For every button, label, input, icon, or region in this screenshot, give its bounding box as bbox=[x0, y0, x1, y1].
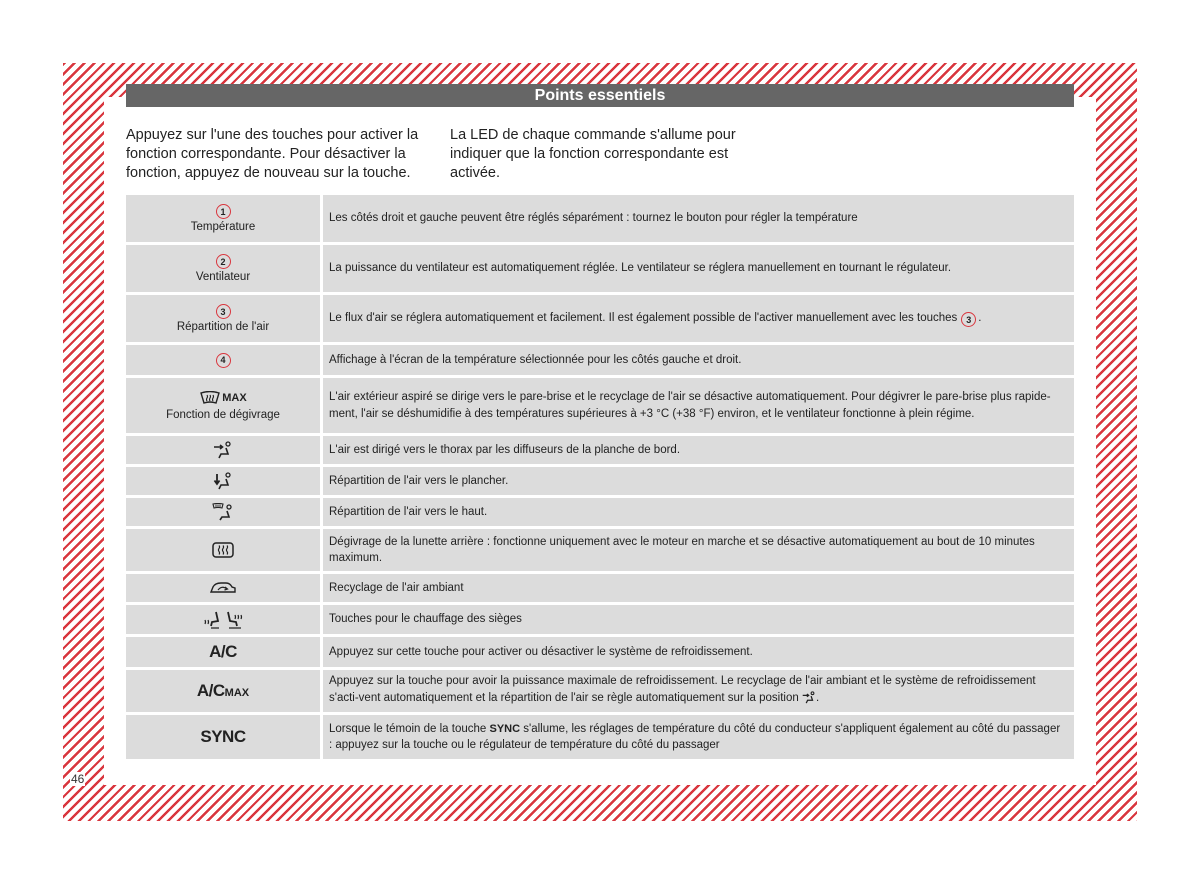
callout-number: 2 bbox=[216, 254, 231, 269]
table-row bbox=[126, 670, 1074, 712]
page-number: 46 bbox=[71, 772, 85, 786]
control-cell bbox=[126, 498, 320, 526]
ac-key-label: A/C bbox=[209, 642, 237, 661]
airflow-chest-icon bbox=[802, 691, 816, 710]
description-text: Appuyez sur cette touche pour activer ou désactiver le système de refroidissement. bbox=[329, 645, 753, 658]
description-text: Recyclage de l'air ambiant bbox=[329, 581, 464, 594]
description-cell bbox=[323, 436, 1074, 464]
description-cell bbox=[323, 245, 1074, 292]
description-cell bbox=[323, 498, 1074, 526]
rear-window-defrost-icon bbox=[212, 542, 234, 558]
table-row bbox=[126, 345, 1074, 375]
description-text: L'air extérieur aspiré se dirige vers le pare-brise et le recyclage de l'air se désactive automatiquement. Pour dégivrer le pare-brise plus rapide-ment, l'air se déshumidifie à des températures supérieures à +3 °C (+38 °F) environ, et le ventilateur fonctionne à plein régime. bbox=[329, 391, 1051, 420]
airflow-floor-icon bbox=[213, 472, 233, 490]
table-row bbox=[126, 295, 1074, 342]
callout-number: 3 bbox=[216, 304, 231, 319]
description-text: L'air est dirigé vers le thorax par les diffuseurs de la planche de bord. bbox=[329, 443, 681, 456]
seat-heating-icon bbox=[203, 611, 243, 629]
description-cell bbox=[323, 467, 1074, 495]
table-row bbox=[126, 436, 1074, 464]
windshield-defrost-icon bbox=[199, 391, 221, 405]
control-cell bbox=[126, 345, 320, 375]
control-label: Température bbox=[190, 221, 256, 233]
table-row bbox=[126, 378, 1074, 433]
ac-max-suffix: MAX bbox=[224, 687, 250, 699]
control-label: Répartition de l'air bbox=[176, 321, 270, 333]
controls-table bbox=[126, 195, 1074, 762]
control-cell bbox=[126, 574, 320, 602]
description-text: Le flux d'air se réglera automatiquement et facilement. Il est également possible de l'activer manuellement avec les touches bbox=[329, 311, 958, 324]
table-row bbox=[126, 245, 1074, 292]
description-cell bbox=[323, 574, 1074, 602]
description-text: Affichage à l'écran de la température sélectionnée pour les côtés gauche et droit. bbox=[329, 353, 742, 366]
section-title: Points essentiels bbox=[126, 84, 1074, 107]
table-row bbox=[126, 195, 1074, 242]
callout-number: 1 bbox=[216, 204, 231, 219]
description-text-end: . bbox=[815, 691, 820, 704]
control-cell bbox=[126, 295, 320, 342]
description-cell bbox=[323, 637, 1074, 667]
control-cell bbox=[126, 605, 320, 634]
description-cell bbox=[323, 345, 1074, 375]
airflow-windshield-icon bbox=[212, 503, 234, 521]
inline-sync-label: SYNC bbox=[489, 722, 521, 735]
max-label: MAX bbox=[222, 391, 247, 404]
description-text: Les côtés droit et gauche peuvent être réglés séparément : tournez le bouton pour régler la température bbox=[329, 212, 858, 225]
description-text: Dégivrage de la lunette arrière : fonctionne uniquement avec le moteur en marche et se désactive automatiquement au bout de 10 minutes maximum. bbox=[329, 535, 1035, 564]
description-text: s'allume, les réglages de température du côté du conducteur s'appliquent également au côté du passager : appuyez sur la touche ou le régulateur de température du côté du passager bbox=[329, 722, 1061, 751]
control-cell bbox=[126, 637, 320, 667]
intro-left-paragraph: Appuyez sur l'une des touches pour activer la fonction correspondante. Pour désactiver la fonction, appuyez de nouveau sur la touche. bbox=[126, 127, 419, 181]
control-cell bbox=[126, 378, 320, 433]
description-cell bbox=[323, 378, 1074, 433]
table-row bbox=[126, 467, 1074, 495]
control-cell bbox=[126, 436, 320, 464]
table-row bbox=[126, 498, 1074, 526]
airflow-chest-icon bbox=[213, 441, 233, 459]
description-text: Touches pour le chauffage des sièges bbox=[329, 613, 522, 626]
control-cell bbox=[126, 467, 320, 495]
intro-right-paragraph: La LED de chaque commande s'allume pour indiquer que la fonction correspondante est activée. bbox=[450, 127, 736, 181]
description-cell bbox=[323, 715, 1074, 759]
control-cell bbox=[126, 715, 320, 759]
description-text: Répartition de l'air vers le plancher. bbox=[329, 474, 509, 487]
control-cell bbox=[126, 529, 320, 571]
table-row bbox=[126, 715, 1074, 759]
sync-key-label: SYNC bbox=[200, 727, 246, 746]
description-text: La puissance du ventilateur est automatiquement réglée. Le ventilateur se réglera manuellement en tournant le régulateur. bbox=[329, 262, 952, 275]
table-row bbox=[126, 574, 1074, 602]
description-cell bbox=[323, 529, 1074, 571]
table-row bbox=[126, 605, 1074, 634]
control-cell bbox=[126, 670, 320, 712]
description-cell bbox=[323, 670, 1074, 712]
control-label: Fonction de dégivrage bbox=[166, 408, 280, 421]
description-cell bbox=[323, 195, 1074, 242]
inline-callout-number: 3 bbox=[961, 312, 976, 327]
description-text: Répartition de l'air vers le haut. bbox=[329, 505, 488, 518]
description-text-start: Lorsque le témoin de la touche bbox=[329, 722, 487, 735]
description-text-end: . bbox=[978, 311, 982, 324]
description-text: Appuyez sur la touche pour avoir la puissance maximale de refroidissement. Le recyclage de l'air ambiant et le système de refroidissement s'acti-vent automatiquement et la répartition de l'air se règle automatiquement sur la position bbox=[329, 675, 1036, 704]
description-cell bbox=[323, 605, 1074, 634]
air-recirculation-icon bbox=[209, 581, 237, 595]
ac-key-label: A/C bbox=[196, 681, 225, 700]
control-cell bbox=[126, 195, 320, 242]
control-label: Ventilateur bbox=[195, 271, 251, 283]
table-row bbox=[126, 637, 1074, 667]
control-cell bbox=[126, 245, 320, 292]
table-row bbox=[126, 529, 1074, 571]
description-cell bbox=[323, 295, 1074, 342]
callout-number: 4 bbox=[216, 353, 231, 368]
